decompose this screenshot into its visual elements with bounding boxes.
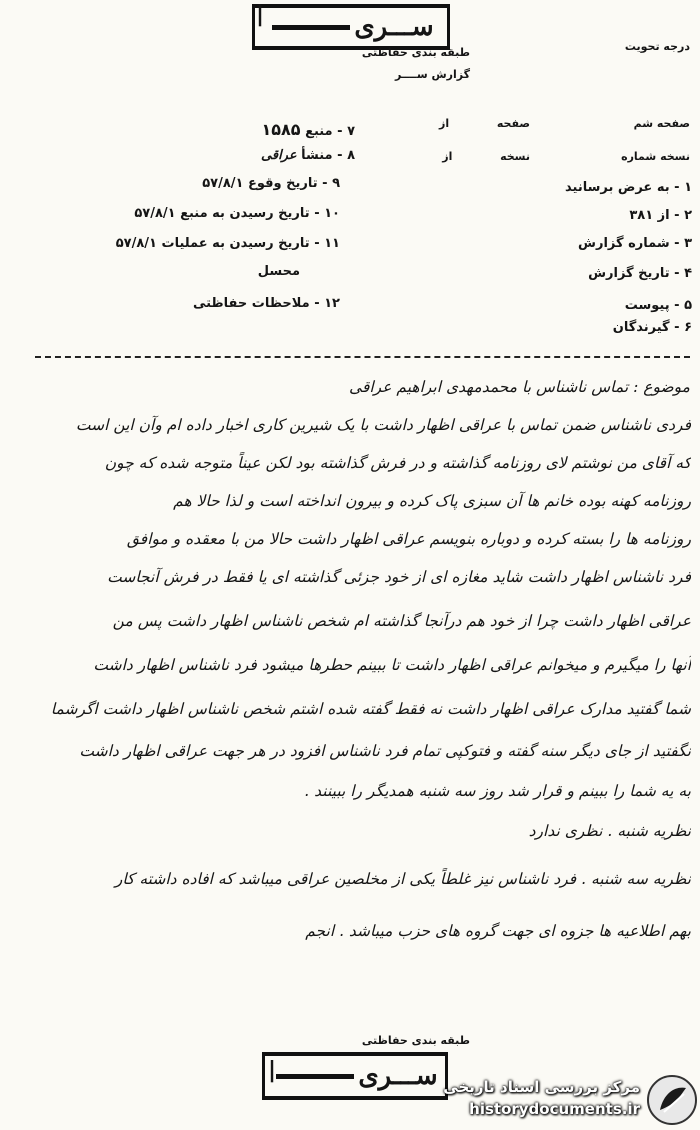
meta-right-1: نسخه شماره: [621, 150, 690, 163]
meta-left-4-value: ۵۷/۸/۱: [115, 236, 157, 251]
meta-left-0-value: ۱۵۸۵: [261, 120, 301, 139]
meta-left-3-value: ۵۷/۸/۱: [134, 206, 176, 221]
watermark-title: مرکز بررسی اسناد تاریخی: [443, 1078, 640, 1096]
closing-line-2: نظریه سه شنبه . فرد ناشناس نیز غلطاً یکی از مخلصین عراقی میباشد که افاده داشته کار: [114, 870, 691, 888]
classification-value: طبقه بندی حفاظتی: [361, 46, 470, 59]
body-line-1: فردی ناشناس ضمن تماس با عراقی اظهار داشت با یک شیرین کاری اخبار داده ام وآن این است: [75, 416, 691, 434]
scroll-icon: [646, 1074, 698, 1126]
meta-left-5-value: محسل: [257, 264, 300, 279]
meta-left-3-label: ۱۰ - تاریخ رسیدن به منبع: [180, 206, 340, 221]
meta-mid-copy-label: نسخه: [500, 150, 530, 163]
closing-line-1: نظریه شنبه . نظری ندارد: [528, 822, 691, 840]
meta-right-2: ۱ - به عرض برسانید: [565, 180, 692, 195]
body-line-9: نگفتید از جای دیگر سنه گفته و فتوکپی تمام فرد ناشناس افزود در هر جهت عراقی اظهار داشت: [79, 742, 691, 760]
meta-left-2: [120, 176, 340, 191]
body-line-6: عراقی اظهار داشت چرا از خود هم درآنجا گذاشته ام شخص ناشناس اظهار داشت پس من: [112, 612, 691, 630]
body-line-3: روزنامه کهنه بوده خانم ها آن سبزی پاک کرده و بیرون انداخته است و لذا حالا هم: [173, 492, 691, 510]
meta-left-4-label: ۱۱ - تاریخ رسیدن به عملیات: [161, 236, 340, 251]
meta-right-7: ۶ - گیرندگان: [612, 320, 692, 335]
watermark-url: historydocuments.ir: [469, 1100, 640, 1118]
slash-mark-bottom-left: |: [268, 1058, 277, 1083]
meta-left-3: [60, 206, 340, 221]
meta-left-1-value: عراقی: [261, 148, 297, 163]
meta-left-4: [40, 236, 340, 251]
meta-mid-page-from-word: از: [439, 117, 450, 130]
meta-left-2-label: ۹ - تاریخ وقوع: [247, 176, 340, 191]
meta-mid-copy-from: [420, 150, 530, 163]
body-line-4: روزنامه ها را بسته کرده و دوباره بنویسم عراقی اظهار داشت حالا من با معقده و موافق: [126, 530, 691, 548]
slash-mark-top-left: |: [256, 2, 265, 27]
meta-left-1-label: ۸ - منشأ: [301, 148, 355, 163]
meta-left-0: [180, 120, 355, 139]
top-secret-stamp: [252, 4, 450, 50]
footer-classification: طبقه بندی حفاظتی: [361, 1034, 470, 1047]
meta-mid-copy-from-word: از: [442, 150, 453, 163]
meta-mid-page-label: صفحه: [496, 117, 530, 130]
stamp-text-top: ســـری: [354, 12, 434, 42]
body-line-8: شما گفتید مدارک عراقی اظهار داشت نه فقط گفته شده اشتم شخص ناشناس اظهار داشت اگرشما: [50, 700, 691, 718]
meta-left-6: [130, 296, 340, 311]
body-line-2: که آقای من نوشتم لای روزنامه گذاشته و در فرش گذاشته بود لکن عیناً متوجه شده که چون: [104, 454, 691, 472]
report-label: گزارش ســــر: [394, 68, 470, 81]
meta-left-2-value: ۵۷/۸/۱: [202, 176, 244, 191]
subject-line: موضوع : تماس ناشناس با محمدمهدی ابراهیم عراقی: [349, 378, 690, 396]
meta-right-6: ۵ - پیوست: [624, 298, 692, 313]
meta-left-0-label: ۷ - منبع: [305, 124, 355, 139]
meta-left-1: [180, 148, 355, 163]
body-line-5: فرد ناشناس اظهار داشت شاید مغازه ای از خود جزئی گذاشته ای یا فقط در فرش آنجاست: [107, 568, 691, 586]
classification-label: درجه تحویت: [624, 40, 690, 53]
meta-right-4: ۳ - شماره گزارش: [578, 236, 692, 251]
meta-right-5: ۴ - تاریخ گزارش: [588, 266, 692, 281]
section-divider: [35, 356, 690, 358]
closing-line-3: بهم اطلاعیه ها جزوه ای جهت گروه های حزب میباشد . انجم: [305, 922, 691, 940]
body-line-7: آنها را میگیرم و میخوانم عراقی اظهار داشت تا ببینم حطرها میشود فرد ناشناس اظهار داشت: [93, 656, 691, 674]
meta-right-0: صفحه شم: [633, 117, 690, 130]
meta-left-5: [200, 264, 300, 279]
body-line-10: به یه شما را ببینم و قرار شد روز سه شنبه همدیگر را ببینند .: [304, 782, 691, 800]
watermark-logo: [418, 1074, 698, 1126]
meta-left-6-label: ۱۲ - ملاحظات حفاظتی: [192, 296, 340, 311]
meta-right-3: ۲ - از ۳۸۱: [629, 208, 692, 223]
meta-mid-page-from: [420, 117, 530, 130]
stamp-text-bottom: ســـری: [358, 1061, 438, 1091]
